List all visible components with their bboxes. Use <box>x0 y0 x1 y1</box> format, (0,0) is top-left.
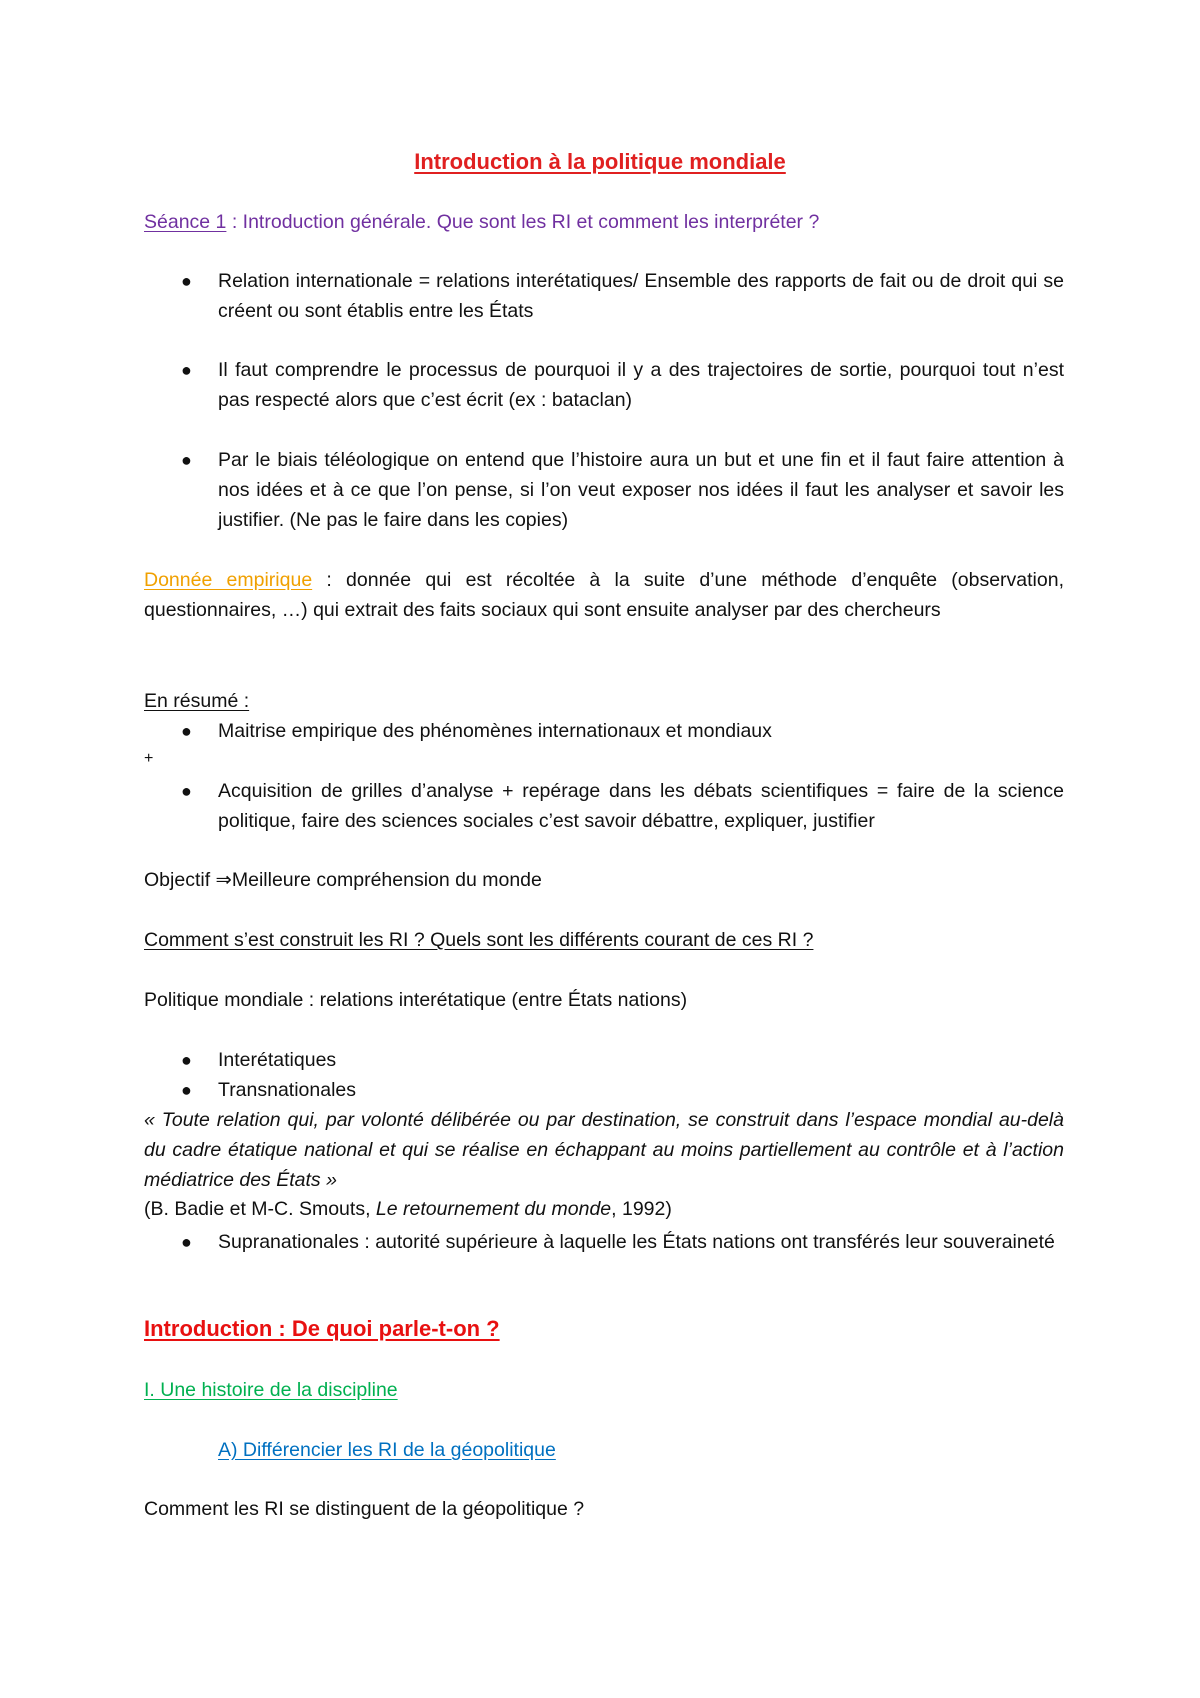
last-question: Comment les RI se distinguent de la géopolitique ? <box>144 1498 585 1520</box>
seance-label: Séance 1 <box>144 211 227 233</box>
citation-end: , 1992) <box>611 1198 672 1220</box>
resume-plus: + <box>144 750 154 767</box>
bullet-icon: ● <box>181 271 192 291</box>
seance-heading <box>144 210 819 234</box>
donnee-definition: : donnée qui est récoltée à la suite d’une méthode d’enquête (observation, questionnaires, …) qui extrait des faits sociaux qui sont ensuite analyser par des chercheurs <box>144 569 1065 621</box>
bullet-intro-1: Relation internationale = relations interétatiques/ Ensemble des rapports de fait ou de droit qui se créent ou sont établis entre les États <box>218 270 1064 322</box>
quote-block <box>144 1105 1064 1195</box>
section-1-heading: I. Une histoire de la discipline <box>144 1379 398 1401</box>
bullet-icon: ● <box>181 1080 192 1100</box>
resume-item-1: Maitrise empirique des phénomènes internationaux et mondiaux <box>218 720 772 742</box>
section-intro-heading: Introduction : De quoi parle-t-on ? <box>144 1316 500 1341</box>
citation-start: (B. Badie et M-C. Smouts, <box>144 1198 376 1220</box>
bullet-icon: ● <box>181 1050 192 1070</box>
document-title: Introduction à la politique mondiale <box>414 149 786 174</box>
politique-line: Politique mondiale : relations interétatique (entre États nations) <box>144 989 688 1011</box>
seance-text: Introduction générale. Que sont les RI et comment les interpréter ? <box>242 211 820 233</box>
bullet-icon: ● <box>181 450 192 470</box>
question-heading: Comment s’est construit les RI ? Quels sont les différents courant de ces RI ? <box>144 929 814 951</box>
bullet-intro-3: Par le biais téléologique on entend que l’histoire aura un but et une fin et il faut faire attention à nos idées et à ce que l’on pense, si l’on veut exposer nos idées il faut les analyser et savoir les justifier. (Ne pas le faire dans les copies) <box>218 449 1064 531</box>
bullet-icon: ● <box>181 781 192 801</box>
donnee-paragraph <box>144 565 1064 625</box>
subsection-a-heading: A) Différencier les RI de la géopolitique <box>218 1439 556 1461</box>
resume-item-2: Acquisition de grilles d’analyse + repérage dans les débats scientifiques = faire de la science politique, faire des sciences sociales c’est savoir débattre, expliquer, justifier <box>218 780 1064 832</box>
type-item-3: Supranationales : autorité supérieure à laquelle les États nations ont transférés leur souveraineté <box>218 1231 1055 1253</box>
bullet-intro-2: Il faut comprendre le processus de pourquoi il y a des trajectoires de sortie, pourquoi tout n’est pas respecté alors que c’est écrit (ex : bataclan) <box>218 359 1064 411</box>
type-item-2: Transnationales <box>218 1079 357 1101</box>
type-item-1: Interétatiques <box>218 1049 337 1071</box>
citation <box>144 1197 672 1221</box>
quote-text: « Toute relation qui, par volonté délibérée ou par destination, se construit dans l’espace mondial au-delà du cadre étatique national et qui se réalise en échappant au moins partiellement au contrôle et à l’action médiatrice des États » <box>144 1109 1064 1191</box>
bullet-icon: ● <box>181 1232 192 1252</box>
bullet-icon: ● <box>181 360 192 380</box>
bullet-icon: ● <box>181 721 192 741</box>
seance-sep: : <box>226 211 243 233</box>
objectif-line: Objectif ⇒Meilleure compréhension du monde <box>144 869 542 891</box>
citation-book: Le retournement du monde <box>375 1198 612 1220</box>
resume-heading: En résumé : <box>144 690 250 712</box>
donnee-term: Donnée empirique <box>144 569 313 591</box>
